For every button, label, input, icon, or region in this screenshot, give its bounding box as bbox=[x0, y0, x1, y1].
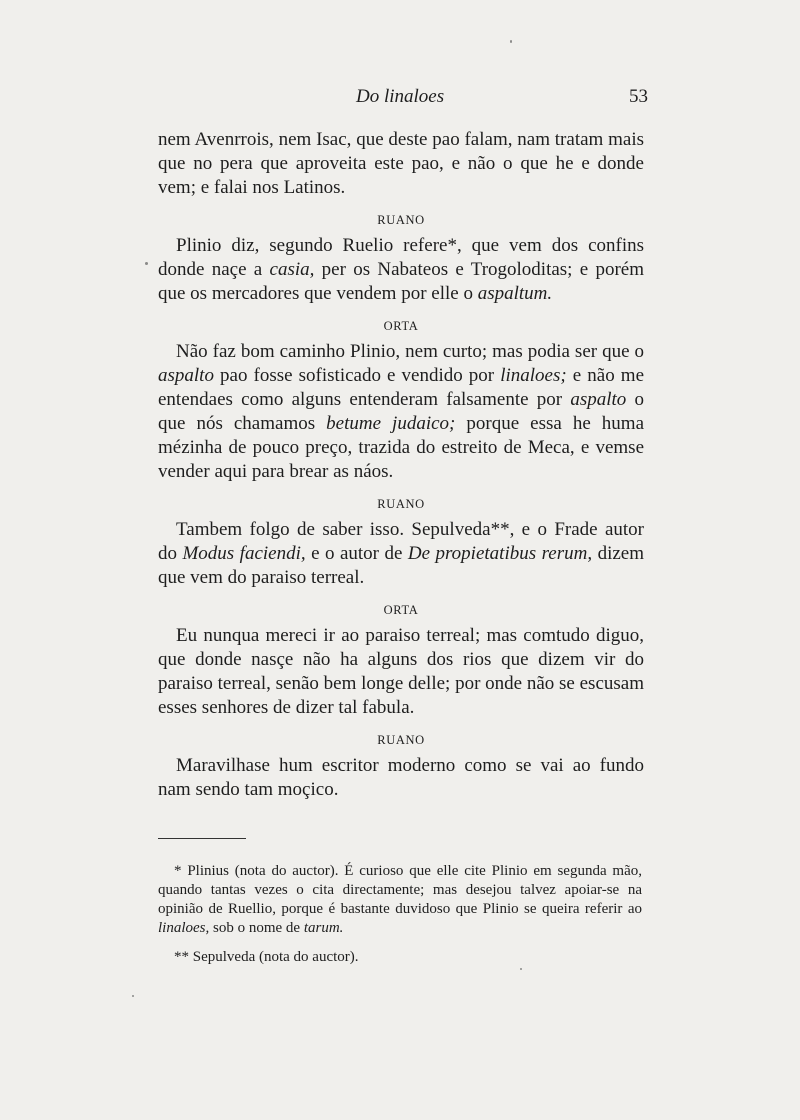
speaker-label: ORTA bbox=[383, 603, 419, 617]
speaker-label: ORTA bbox=[383, 319, 419, 333]
running-title: Do linaloes bbox=[356, 86, 445, 107]
paragraph: Plinio diz, segundo Ruelio refere*, que vem dos confins donde naçe a casia, per os Nabateos e Trogoloditas; e porém que os mercadores que vendem por elle o aspaltum. bbox=[158, 235, 644, 304]
speaker-label: RUANO bbox=[377, 733, 425, 747]
main-text bbox=[158, 128, 644, 802]
paragraph: Não faz bom caminho Plinio, nem curto; mas podia ser que o aspalto pao fosse sofisticado e vendido por linaloes; e não me entendaes como alguns entenderam falsamente por aspalto o que nós chamamos betume judaico; porque essa he huma mézinha de pouco preço, trazida do estreito de Meca, e vemse vender aqui para brear as náos. bbox=[158, 341, 645, 482]
footnote-rule bbox=[158, 838, 246, 839]
page-number: 53 bbox=[629, 86, 648, 107]
footnote: ** Sepulveda (nota do auctor). bbox=[174, 949, 359, 965]
paper-speck bbox=[145, 262, 148, 265]
speaker-label: RUANO bbox=[377, 213, 425, 227]
paragraph: nem Avenrrois, nem Isac, que deste pao falam, nam tratam mais que no pera que aproveita este pao, e não o que he e donde vem; e falai nos Latinos. bbox=[158, 129, 644, 198]
footnote: * Plinius (nota do auctor). É curioso que elle cite Plinio em segunda mão, quando tantas vezes o cita directamente; mas desejou talvez apoiar-se na opinião de Ruellio, porque é bastante duvidoso que Plinio se queira referir ao linaloes, sob o nome de tarum. bbox=[158, 863, 642, 936]
paragraph: Tambem folgo de saber isso. Sepulveda**, e o Frade autor do Modus faciendi, e o autor de De propietatibus rerum, dizem que vem do paraiso terreal. bbox=[158, 519, 644, 588]
paper-speck bbox=[510, 40, 512, 43]
running-header bbox=[158, 86, 648, 116]
footnotes bbox=[158, 862, 642, 967]
speaker-label: RUANO bbox=[377, 497, 425, 511]
paragraph: Maravilhase hum escritor moderno como se vai ao fundo nam sendo tam moçico. bbox=[158, 755, 644, 800]
paper-speck bbox=[132, 995, 134, 997]
paper-speck bbox=[520, 968, 522, 970]
paragraph: Eu nunqua mereci ir ao paraiso terreal; mas comtudo diguo, que donde nasçe não ha alguns dos rios que dizem vir do paraiso terreal, senão bem longe delle; por onde não se escusam esses senhores de dizer tal fabula. bbox=[158, 625, 644, 718]
